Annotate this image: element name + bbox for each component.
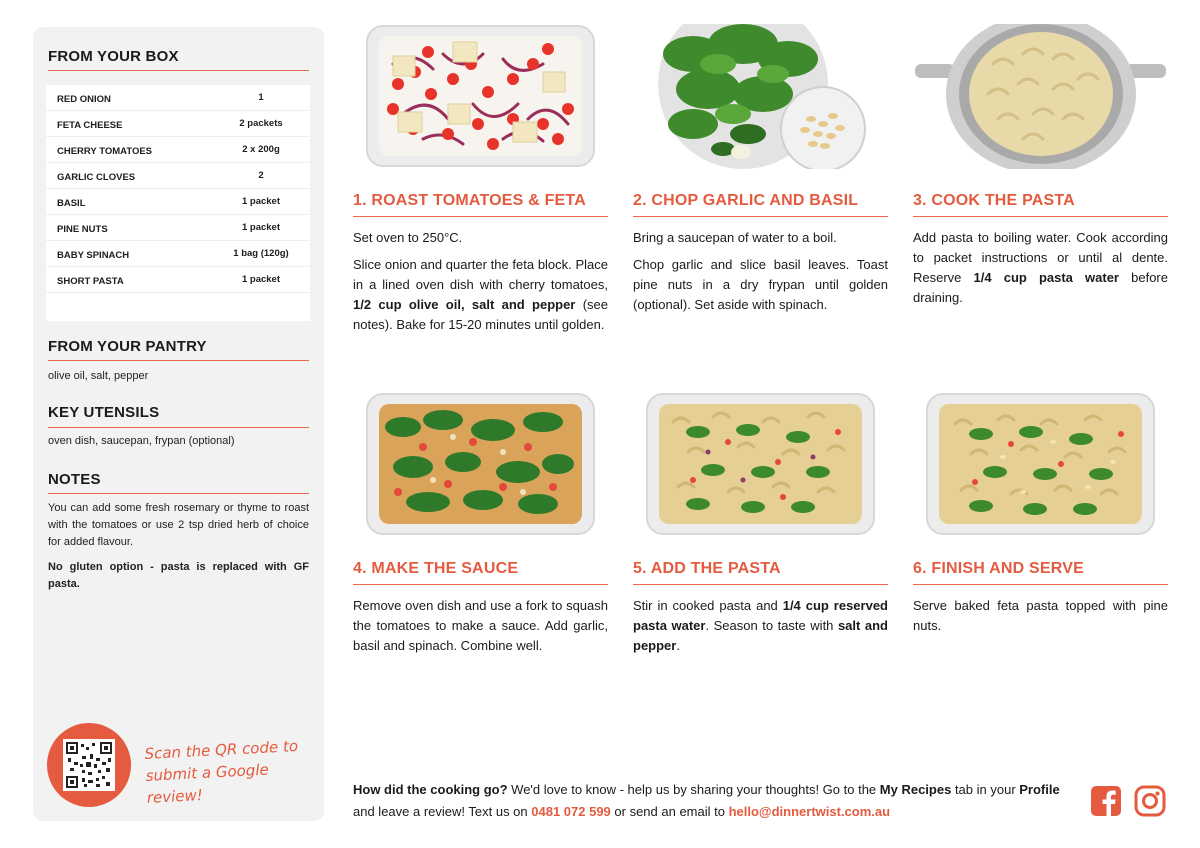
ingredients-sidebar — [33, 27, 324, 821]
step-3-image — [913, 24, 1168, 169]
text-run: and leave a review! Text us on — [353, 804, 532, 819]
text-run: Slice onion and quarter the feta block. Place in a lined oven dish with cherry tomatoes, — [353, 257, 608, 292]
ingredient-name: CHERRY TOMATOES — [57, 146, 153, 157]
step-3-text — [913, 228, 1168, 315]
divider — [913, 584, 1168, 585]
ingredient-name: PINE NUTS — [57, 224, 108, 235]
ingredient-qty: 1 packet — [241, 222, 281, 233]
notes-title: NOTES — [48, 471, 101, 488]
text-bold: 1/4 cup pasta water — [973, 270, 1119, 285]
table-row — [46, 111, 310, 137]
step-6-title: 6. FINISH AND SERVE — [913, 560, 1084, 577]
my-recipes-link[interactable]: My Recipes — [879, 782, 952, 797]
email-link[interactable]: hello@dinnertwist.com.au — [728, 804, 891, 819]
qr-caption: Scan the QR code to submit a Google review! — [144, 736, 299, 807]
table-row — [46, 241, 310, 267]
text-run: . Season to taste with — [705, 618, 838, 633]
pantry-text: olive oil, salt, pepper — [48, 370, 149, 382]
table-row — [46, 137, 310, 163]
text-bold: 1/2 cup olive oil, salt and pepper — [353, 297, 576, 312]
step-2-text — [633, 228, 888, 322]
divider — [353, 584, 608, 585]
step-4-title: 4. MAKE THE SAUCE — [353, 560, 519, 577]
text-bold: salt and pepper — [633, 618, 888, 653]
text-run: Add pasta to boiling water. Cook according to packet instructions or until al dente. Reserve — [913, 230, 1168, 285]
ingredient-name: GARLIC CLOVES — [57, 172, 136, 183]
step-6-para-1: Serve baked feta pasta topped with pine nuts. — [913, 598, 1168, 633]
ingredient-qty: 1 packet — [241, 274, 281, 285]
step-5-para-1 — [633, 596, 888, 656]
notes-paragraph: You can add some fresh rosemary or thyme to roast with the tomatoes or use 2 tsp dried herb of choice for added flavour. — [48, 502, 309, 548]
facebook-icon[interactable] — [1090, 785, 1122, 817]
notes-paragraph-gluten: No gluten option - pasta is replaced with GF pasta. — [48, 561, 309, 590]
phone-link[interactable]: 0481 072 599 — [531, 804, 611, 819]
text-run: . — [676, 638, 680, 653]
from-box-title: FROM YOUR BOX — [48, 48, 179, 65]
divider — [48, 360, 309, 361]
text-run: Stir in cooked pasta and — [633, 598, 783, 613]
ingredient-name: BABY SPINACH — [57, 250, 130, 261]
footer-question: How did the cooking go? — [353, 782, 508, 797]
step-5-text — [633, 596, 888, 663]
table-row — [46, 85, 310, 111]
ingredients-table — [46, 85, 310, 321]
instagram-icon[interactable] — [1134, 785, 1166, 817]
notes-text — [48, 500, 309, 601]
text-bold: 1/4 cup reserved pasta water — [633, 598, 888, 633]
divider — [48, 427, 309, 428]
divider — [353, 216, 608, 217]
step-4-text — [353, 596, 608, 663]
step-2-para-2: Chop garlic and slice basil leaves. Toast pine nuts in a dry frypan until golden (optional). Set aside with spinach. — [633, 257, 888, 312]
table-row — [46, 267, 310, 293]
ingredient-name: SHORT PASTA — [57, 276, 124, 287]
step-3-para-1 — [913, 228, 1168, 308]
table-row — [46, 163, 310, 189]
divider — [633, 216, 888, 217]
text-run: We'd love to know - help us by sharing your thoughts! Go to the — [507, 782, 880, 797]
ingredient-name: FETA CHEESE — [57, 120, 123, 131]
ingredient-qty: 1 bag (120g) — [233, 248, 289, 259]
qr-badge — [47, 723, 131, 807]
step-4-para-1: Remove oven dish and use a fork to squash the tomatoes to make a sauce. Add garlic, basil and spinach. Combine well. — [353, 598, 608, 653]
step-1-text — [353, 228, 608, 342]
text-run: before draining. — [913, 270, 1168, 305]
step-5-title: 5. ADD THE PASTA — [633, 560, 781, 577]
divider — [48, 70, 309, 71]
table-row — [46, 189, 310, 215]
text-run: (see notes). Bake for 15-20 minutes until golden. — [353, 297, 608, 332]
step-2-title: 2. CHOP GARLIC AND BASIL — [633, 192, 859, 209]
step-6-image — [913, 392, 1168, 537]
step-4-image — [353, 392, 608, 537]
step-1-para-1: Set oven to 250°C. — [353, 230, 463, 245]
utensils-text: oven dish, saucepan, frypan (optional) — [48, 435, 235, 447]
ingredient-qty: 1 packet — [241, 196, 281, 207]
text-run: or send an email to — [610, 804, 729, 819]
step-1-para-2 — [353, 255, 608, 335]
divider — [913, 216, 1168, 217]
step-1-title: 1. ROAST TOMATOES & FETA — [353, 192, 586, 209]
step-1-image — [353, 24, 608, 169]
divider — [633, 584, 888, 585]
ingredient-qty: 2 packets — [239, 118, 283, 129]
feedback-footer — [353, 779, 1073, 823]
ingredient-qty: 1 — [258, 92, 264, 103]
ingredient-qty: 2 x 200g — [242, 144, 280, 155]
utensils-title: KEY UTENSILS — [48, 404, 160, 421]
profile-link[interactable]: Profile — [1019, 782, 1060, 797]
ingredient-name: RED ONION — [57, 94, 111, 105]
step-2-image — [633, 24, 888, 169]
step-6-text — [913, 596, 1168, 643]
qr-code-icon[interactable] — [63, 739, 115, 791]
step-5-image — [633, 392, 888, 537]
step-2-para-1: Bring a saucepan of water to a boil. — [633, 230, 837, 245]
pantry-title: FROM YOUR PANTRY — [48, 338, 207, 355]
step-3-title: 3. COOK THE PASTA — [913, 192, 1075, 209]
text-run: tab in your — [951, 782, 1020, 797]
divider — [48, 493, 309, 494]
ingredient-qty: 2 — [258, 170, 264, 181]
table-row — [46, 215, 310, 241]
ingredient-name: BASIL — [57, 198, 86, 209]
